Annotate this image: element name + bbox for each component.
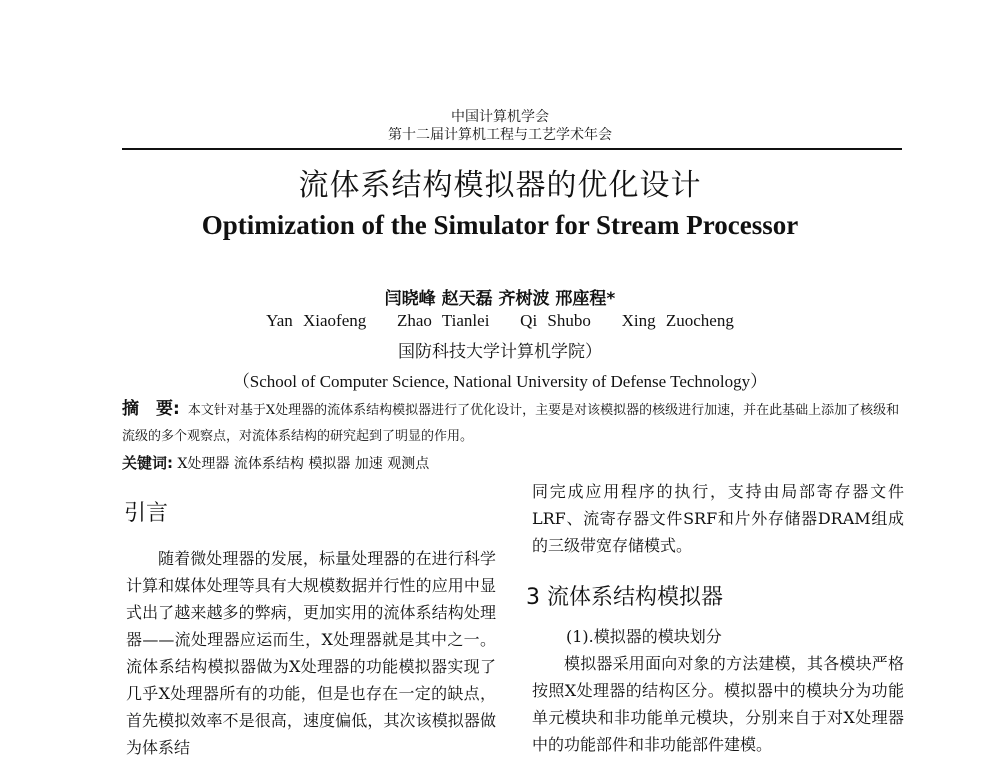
left-column: [126, 545, 496, 761]
authors-english: Yan Xiaofeng Zhao Tianlei Qi Shubo Xing Zuocheng: [266, 311, 734, 330]
intro-heading: 引言: [124, 501, 169, 526]
abstract-text: 本文针对基于X处理器的流体系结构模拟器进行了优化设计，主要是对该模拟器的核级进行加速，并在此基础上添加了核级和流级的多个观察点，对流体系结构的研究起到了明显的作用。: [122, 403, 900, 444]
right-column-bottom: [532, 650, 904, 758]
abstract-label: 摘 要:: [122, 399, 180, 419]
subsection-1-heading: (1).模拟器的模块划分: [566, 627, 722, 646]
section-3-paragraph: 模拟器采用面向对象的方法建模，其各模块严格按照X处理器的结构区分。模拟器中的模块分为功能单元模块和非功能单元模块，分别来自于对X处理器中的功能部件和非功能部件建模。: [532, 654, 904, 754]
keywords-label: 关键词:: [122, 454, 173, 472]
header-rule: [122, 148, 902, 150]
keywords: [122, 452, 902, 473]
keywords-text: X处理器 流体系结构 模拟器 加速 观测点: [177, 456, 430, 472]
continuation-paragraph: 同完成应用程序的执行，支持由局部寄存器文件LRF、流寄存器文件SRF和片外存储器DRAM组成的三级带宽存储模式。: [532, 482, 904, 555]
right-column-top: [532, 478, 904, 559]
intro-paragraph: 随着微处理器的发展，标量处理器的在进行科学计算和媒体处理等具有大规模数据并行性的应用中显式出了越来越多的弊病，更加实用的流体系结构处理器——流处理器应运而生，X处理器就是其中之一。流体系结构模拟器做为X处理器的功能模拟器实现了几乎X处理器所有的功能，但是也存在一定的缺点，首先模拟效率不是很高，速度偏低，其次该模拟器做为体系结: [126, 549, 496, 757]
affiliation-english: （School of Computer Science, National University of Defense Technology）: [232, 372, 768, 391]
authors-chinese: 闫晓峰 赵天磊 齐树波 邢座程*: [384, 289, 616, 309]
title-chinese: 流体系结构模拟器的优化设计: [298, 168, 702, 203]
section-3-heading: 3 流体系结构模拟器: [526, 585, 723, 610]
conference-org: 中国计算机学会: [451, 109, 549, 125]
affiliation-chinese: 国防科技大学计算机学院）: [398, 342, 602, 362]
title-english: Optimization of the Simulator for Stream Processor: [201, 210, 799, 240]
conference-name: 第十二届计算机工程与工艺学术年会: [388, 127, 612, 143]
abstract: [122, 396, 902, 450]
